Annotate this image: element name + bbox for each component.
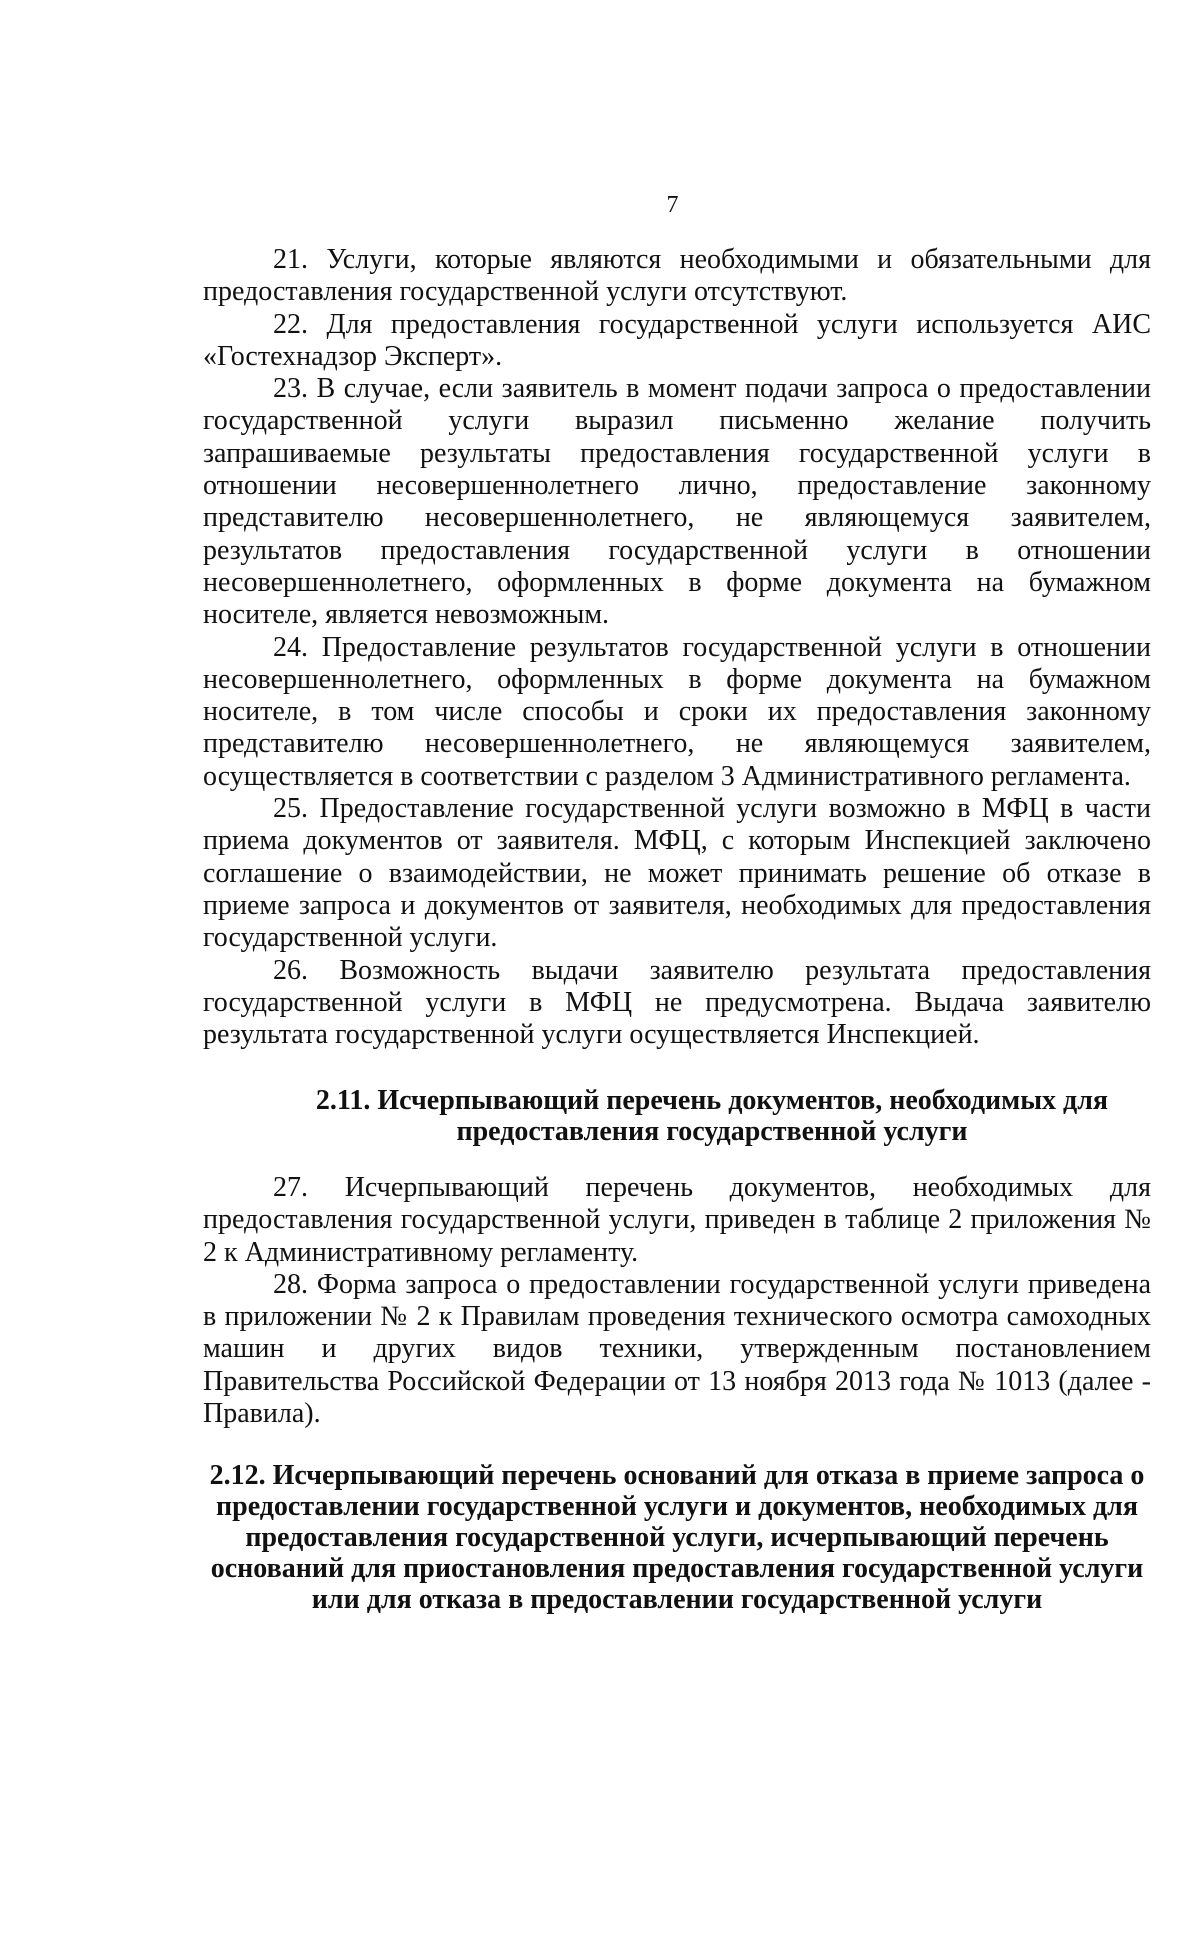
paragraph-26: 26. Возможность выдачи заявителю результата предоставления государственной услуги в МФЦ не предусмотрена. Выдача заявителю результата государственной услуги осуществляется Инспекцией. [203, 954, 1151, 1051]
paragraph-27: 27. Исчерпывающий перечень документов, необходимых для предоставления государственной услуги, приведен в таблице 2 приложения № 2 к Административному регламенту. [203, 1172, 1151, 1268]
page-number: 7 [666, 192, 679, 218]
section-heading-2-12: 2.12. Исчерпывающий перечень оснований для отказа в приеме запроса о предоставлении государственной услуги и документов, необходимых для предоставления государственной услуги, исчерпывающий перечень оснований для приостановления предоставления государственной услуги или для отказа в предоставлении государственной услуги [209, 1460, 1145, 1615]
paragraphs-21-26 [203, 244, 1151, 1051]
paragraph-25: 25. Предоставление государственной услуги возможно в МФЦ в части приема документов от заявителя. МФЦ, с которым Инспекцией заключено соглашение о взаимодействии, не может принимать решение об отказе в приеме запроса и документов от заявителя, необходимых для предоставления государственной услуги. [203, 793, 1151, 954]
paragraph-22: 22. Для предоставления государственной услуги используется АИС «Гостехнадзор Эксперт». [203, 308, 1151, 372]
paragraph-21: 21. Услуги, которые являются необходимыми и обязательными для предоставления государственной услуги отсутствуют. [203, 244, 1151, 308]
paragraphs-27-28 [203, 1172, 1151, 1430]
paragraph-24: 24. Предоставление результатов государственной услуги в отношении несовершеннолетнего, оформленных в форме документа на бумажном носителе, в том числе способы и сроки их предоставления законному представителю несовершеннолетнего, не являющемуся заявителем, осуществляется в соответствии с разделом 3 Административного регламента. [203, 631, 1151, 792]
section-heading-2-11: 2.11. Исчерпывающий перечень документов, необходимых для предоставления государственной услуги [315, 1085, 1109, 1147]
paragraph-28: 28. Форма запроса о предоставлении государственной услуги приведена в приложении № 2 к Правилам проведения технического осмотра самоходных машин и других видов техники, утвержденным постановлением Правительства Российской Федерации от 13 ноября 2013 года № 1013 (далее - Правила). [203, 1268, 1151, 1430]
paragraph-23: 23. В случае, если заявитель в момент подачи запроса о предоставлении государственной услуги выразил письменно желание получить запрашиваемые результаты предоставления государственной услуги в отношении несовершеннолетнего лично, предоставление законному представителю несовершеннолетнего, не являющемуся заявителем, результатов предоставления государственной услуги в отношении несовершеннолетнего, оформленных в форме документа на бумажном носителе, является невозможным. [203, 373, 1151, 631]
